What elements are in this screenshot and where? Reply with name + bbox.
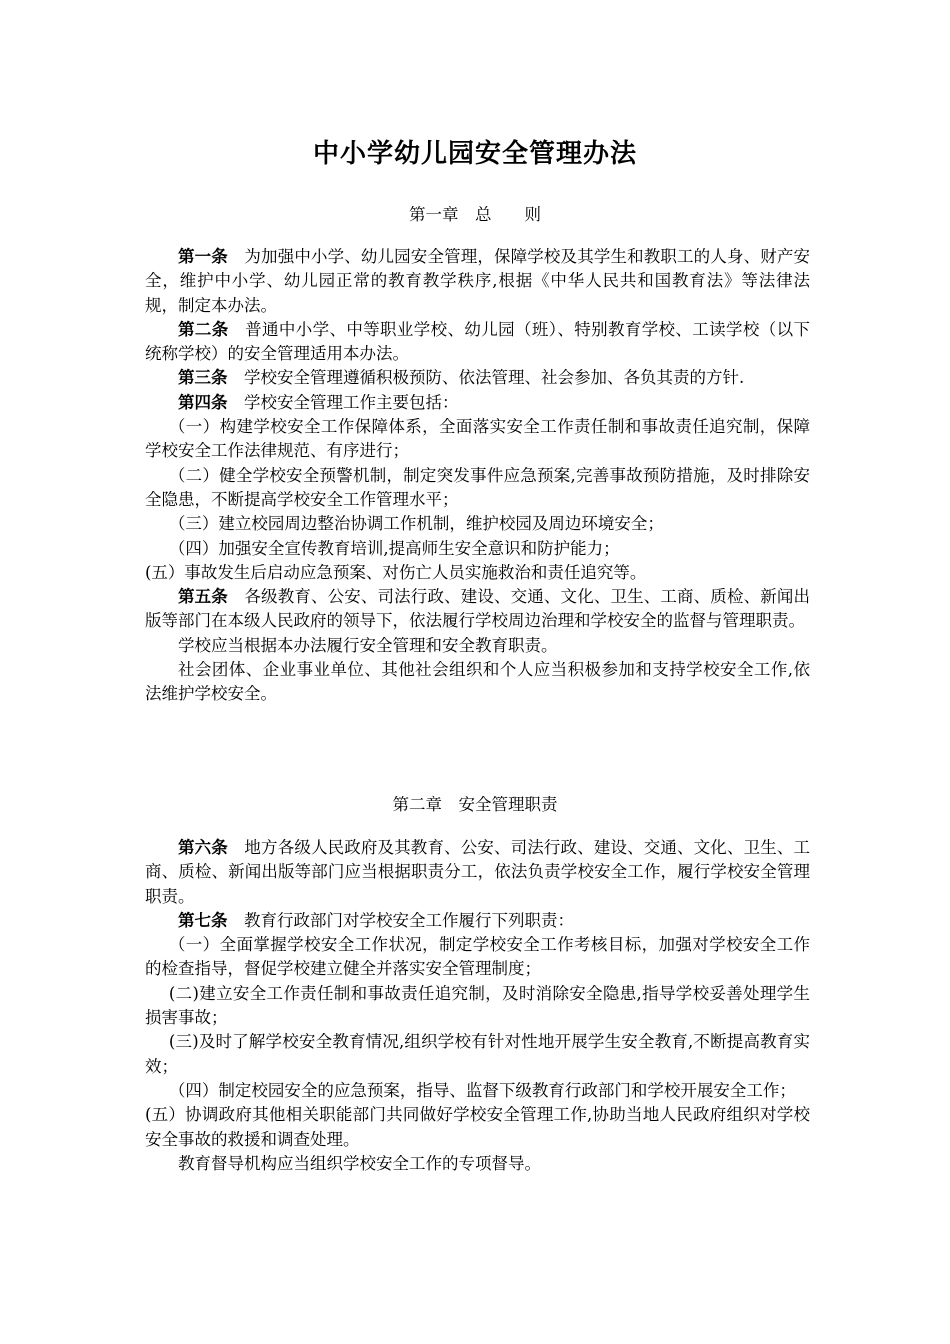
article-label: 第二条 [178, 319, 229, 339]
article-label: 第六条 [178, 838, 228, 857]
article-6 [145, 836, 810, 909]
list-item: （一）全面掌握学校安全工作状况，制定学校安全工作考核目标，加强对学校安全工作的检查指导，督促学校建立健全并落实安全管理制度； [145, 935, 810, 979]
article-label: 第三条 [178, 368, 228, 388]
article-2 [145, 318, 810, 367]
document-title: 中小学幼儿园安全管理办法 [312, 139, 637, 169]
article-text: 学校安全管理遵循积极预防、依法管理、社会参加、各负其责的方针. [244, 368, 745, 388]
list-item: （一）构建学校安全工作保障体系，全面落实安全工作责任制和事故责任追究制，保障学校安全工作法律规范、有序进行； [145, 417, 810, 461]
article-text: 各级教育、公安、司法行政、建设、交通、文化、卫生、工商、质检、新闻出版等部门在本级人民政府的领导下，依法履行学校周边治理和学校安全的监督与管理职责。 [145, 587, 811, 631]
article-text: 为加强中小学、幼儿园安全管理，保障学校及其学生和教职工的人身、财产安全，维护中小学、幼儿园正常的教育教学秩序,根据《中华人民共和国教育法》等法律法规，制定本办法。 [145, 247, 811, 315]
article-label: 第一条 [178, 247, 228, 266]
list-item: (五）协调政府其他相关职能部门共同做好学校安全管理工作,协助当地人民政府组织对学校安全事故的救援和调查处理。 [145, 1105, 810, 1149]
list-item: (五）事故发生后启动应急预案、对伤亡人员实施救治和责任追究等。 [145, 562, 647, 582]
chapter-1-body [145, 245, 810, 707]
list-item: （二）健全学校安全预警机制，制定突发事件应急预案,完善事故预防措施，及时排除安全隐患，不断提高学校安全工作管理水平； [145, 465, 810, 509]
article-7 [145, 909, 810, 933]
article-label: 第五条 [178, 587, 228, 607]
article-text: 教育行政部门对学校安全工作履行下列职责： [244, 910, 574, 930]
paragraph: 教育督导机构应当组织学校安全工作的专项督导。 [178, 1153, 541, 1173]
article-label: 第四条 [178, 392, 228, 412]
article-text: 学校安全管理工作主要包括： [244, 392, 459, 412]
article-1 [145, 245, 810, 318]
paragraph: 社会团体、企业事业单位、其他社会组织和个人应当积极参加和支持学校安全工作,依法维护学校安全。 [145, 660, 810, 704]
list-item: （四）制定校园安全的应急预案，指导、监督下级教育行政部门和学校开展安全工作； [168, 1080, 796, 1100]
article-text: 普通中小学、中等职业学校、幼儿园（班）、特别教育学校、工读学校（以下统称学校）的安全管理适用本办法。 [145, 319, 811, 364]
article-label: 第七条 [178, 910, 228, 930]
list-item: (二)建立安全工作责任制和事故责任追究制，及时消除安全隐患,指导学校妥善处理学生损害事故； [145, 983, 810, 1028]
chapter-2-body [145, 836, 810, 1176]
article-4 [145, 391, 810, 415]
article-text: 地方各级人民政府及其教育、公安、司法行政、建设、交通、文化、卫生、工商、质检、新闻出版等部门应当根据职责分工，依法负责学校安全工作，履行学校安全管理职责。 [145, 838, 811, 906]
chapter-2-heading: 第二章 安全管理职责 [392, 795, 558, 814]
article-5 [145, 585, 810, 634]
paragraph: 学校应当根据本办法履行安全管理和安全教育职责。 [178, 635, 558, 655]
list-item: (三)及时了解学校安全教育情况,组织学校有针对性地开展学生安全教育,不断提高教育实效； [145, 1032, 810, 1076]
article-3 [145, 366, 810, 390]
list-item: （三）建立校园周边整治协调工作机制，维护校园及周边环境安全； [168, 514, 664, 534]
chapter-1-heading: 第一章 总 则 [409, 205, 541, 224]
list-item: （四）加强安全宣传教育培训,提高师生安全意识和防护能力； [168, 538, 620, 558]
